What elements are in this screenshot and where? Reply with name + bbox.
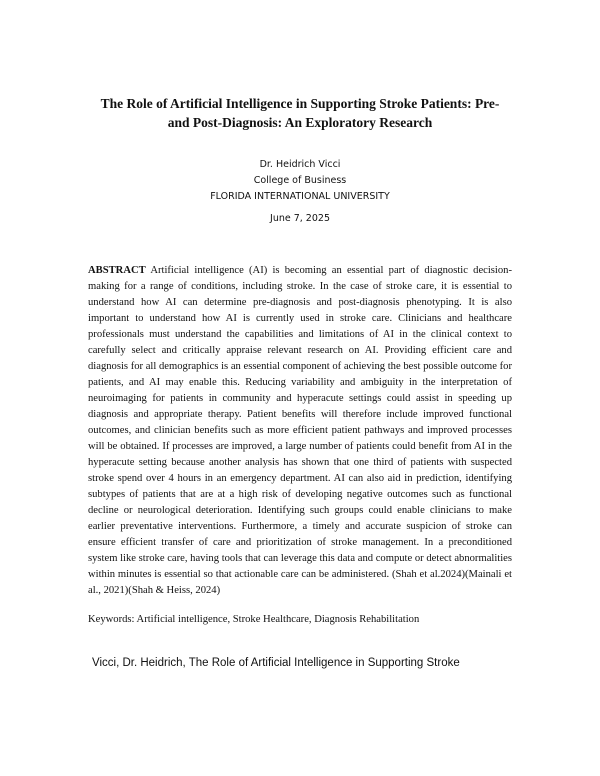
paper-title-line-2: and Post-Diagnosis: An Exploratory Research — [167, 115, 433, 130]
author-university: FLORIDA INTERNATIONAL UNIVERSITY — [210, 191, 390, 202]
author-name: Dr. Heidrich Vicci — [259, 159, 341, 170]
abstract — [88, 263, 512, 599]
author-college: College of Business — [253, 175, 347, 186]
author-block — [0, 157, 600, 205]
paper-title — [80, 94, 520, 132]
paper-title-line-1: The Role of Artificial Intelligence in Supporting Stroke Patients: Pre- — [100, 96, 500, 111]
abstract-text: Artificial intelligence (AI) is becoming an essential part of diagnostic decision-making for a range of conditions, including stroke. In the case of stroke care, it is essential to understand how AI can determine pre-diagnosis and post-diagnosis phenotyping. It is also important to understand how AI is currently used in stroke care. Clinicians and healthcare professionals must understand the capabilities and limitations of AI in the clinical context to carefully select and critically appraise relevant research on AI. Providing efficient care and diagnosis for all demographics is an essential component of achieving the best possible outcome for patients, and AI may enable this. Reducing variability and ambiguity in the interpretation of neuroimaging for patients in community and hyperacute settings could assist in speeding up diagnosis and appropriate therapy. Patient benefits will therefore include improved functional outcomes, and clinician benefits such as more efficient patient pathways and improved processes will be obtained. If processes are improved, a large number of patients could benefit from AI in the hyperacute setting because another analysis has shown that one third of patients with suspected stroke spend over 4 hours in an emergency department. AI can also aid in prediction, identifying subtypes of patients that are at a high risk of developing negative outcomes such as functional decline or neurological deterioration. Identifying such groups could enable clinicians to make earlier preventative interventions. Furthermore, a timely and accurate suspicion of stroke can ensure efficient transfer of care and prioritization of stroke management. In a preconditioned system like stroke care, having tools that can leverage this data and compute or detect abnormalities within minutes is essential so that actionable care can be administered. (Shah et al.2024)(Mainali et al., 2021)(Shah & Heiss, 2024) — [88, 265, 512, 596]
running-footer: Vicci, Dr. Heidrich, The Role of Artificial Intelligence in Supporting Stroke — [92, 657, 460, 669]
publication-date: June 7, 2025 — [270, 213, 330, 224]
abstract-label: ABSTRACT — [88, 265, 146, 276]
keywords: Keywords: Artificial intelligence, Stroke Healthcare, Diagnosis Rehabilitation — [88, 614, 420, 625]
